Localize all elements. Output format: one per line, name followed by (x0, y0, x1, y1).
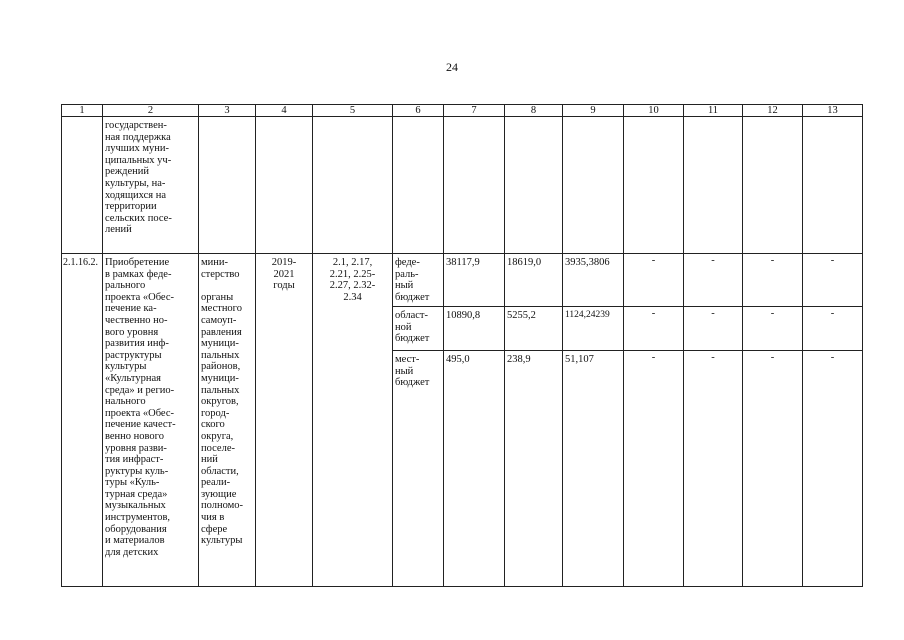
cell-col12 (743, 117, 803, 254)
cell-col8: 5255,2 (505, 307, 563, 351)
cell-col12: - (743, 254, 803, 307)
cell-indicators (313, 117, 393, 254)
cell-col8 (505, 117, 563, 254)
budget-table (61, 104, 863, 587)
column-header: 6 (393, 105, 444, 117)
cell-col12: - (743, 351, 803, 587)
cell-col10: - (624, 307, 684, 351)
cell-source: феде- раль- ный бюджет (393, 254, 444, 307)
column-header: 9 (563, 105, 624, 117)
cell-col9: 3935,3806 (563, 254, 624, 307)
page-number: 24 (446, 60, 458, 74)
cell-years (256, 117, 313, 254)
cell-col13: - (803, 307, 863, 351)
column-header: 2 (103, 105, 199, 117)
cell-col11: - (684, 351, 743, 587)
cell-col10: - (624, 254, 684, 307)
cell-source: област- ной бюджет (393, 307, 444, 351)
column-header: 12 (743, 105, 803, 117)
cell-col7 (444, 117, 505, 254)
column-header: 4 (256, 105, 313, 117)
cell-indicators: 2.1, 2.17, 2.21, 2.25- 2.27, 2.32- 2.34 (313, 254, 393, 587)
cell-executor (199, 117, 256, 254)
continuation-row (62, 117, 863, 254)
column-header: 8 (505, 105, 563, 117)
cell-col10 (624, 117, 684, 254)
cell-col8: 18619,0 (505, 254, 563, 307)
table-row (62, 254, 863, 307)
cell-code: 2.1.16.2. (62, 254, 103, 587)
cell-col10: - (624, 351, 684, 587)
cell-col9: 51,107 (563, 351, 624, 587)
cell-code (62, 117, 103, 254)
cell-source: мест- ный бюджет (393, 351, 444, 587)
column-header: 5 (313, 105, 393, 117)
cell-years: 2019- 2021 годы (256, 254, 313, 587)
cell-col11: - (684, 254, 743, 307)
cell-col11 (684, 117, 743, 254)
cell-description: государствен- ная поддержка лучших муни- ципальных уч- реждений культуры, на- ходящихся на территории сельских посе- лений (103, 117, 199, 254)
column-header: 11 (684, 105, 743, 117)
cell-col11: - (684, 307, 743, 351)
cell-col13: - (803, 254, 863, 307)
column-header: 10 (624, 105, 684, 117)
cell-col7: 495,0 (444, 351, 505, 587)
column-header: 13 (803, 105, 863, 117)
cell-col9 (563, 117, 624, 254)
cell-col9: 1124,24239 (563, 307, 624, 351)
column-header: 7 (444, 105, 505, 117)
cell-col13: - (803, 351, 863, 587)
cell-col7: 38117,9 (444, 254, 505, 307)
cell-col13 (803, 117, 863, 254)
cell-col12: - (743, 307, 803, 351)
column-header: 3 (199, 105, 256, 117)
cell-executor: мини- стерство органы местного самоуп- равления муници- пальных районов, муници- пальных округов, город- ского округа, поселе- ний области, реали- зующие полномо- чия в сфере культуры (199, 254, 256, 587)
cell-description: Приобретение в рамках феде- рального проекта «Обес- печение ка- чественно но- вого уровня развития инф- раструктуры культуры «Культурная среда» и регио- нального проекта «Обес- печение качест- венно нового уровня разви- тия инфраст- руктуры куль- туры «Куль- турная среда» музыкальных инструментов, оборудования и материалов для детских (103, 254, 199, 587)
cell-col8: 238,9 (505, 351, 563, 587)
header-row (62, 105, 863, 117)
column-header: 1 (62, 105, 103, 117)
cell-source (393, 117, 444, 254)
cell-col7: 10890,8 (444, 307, 505, 351)
